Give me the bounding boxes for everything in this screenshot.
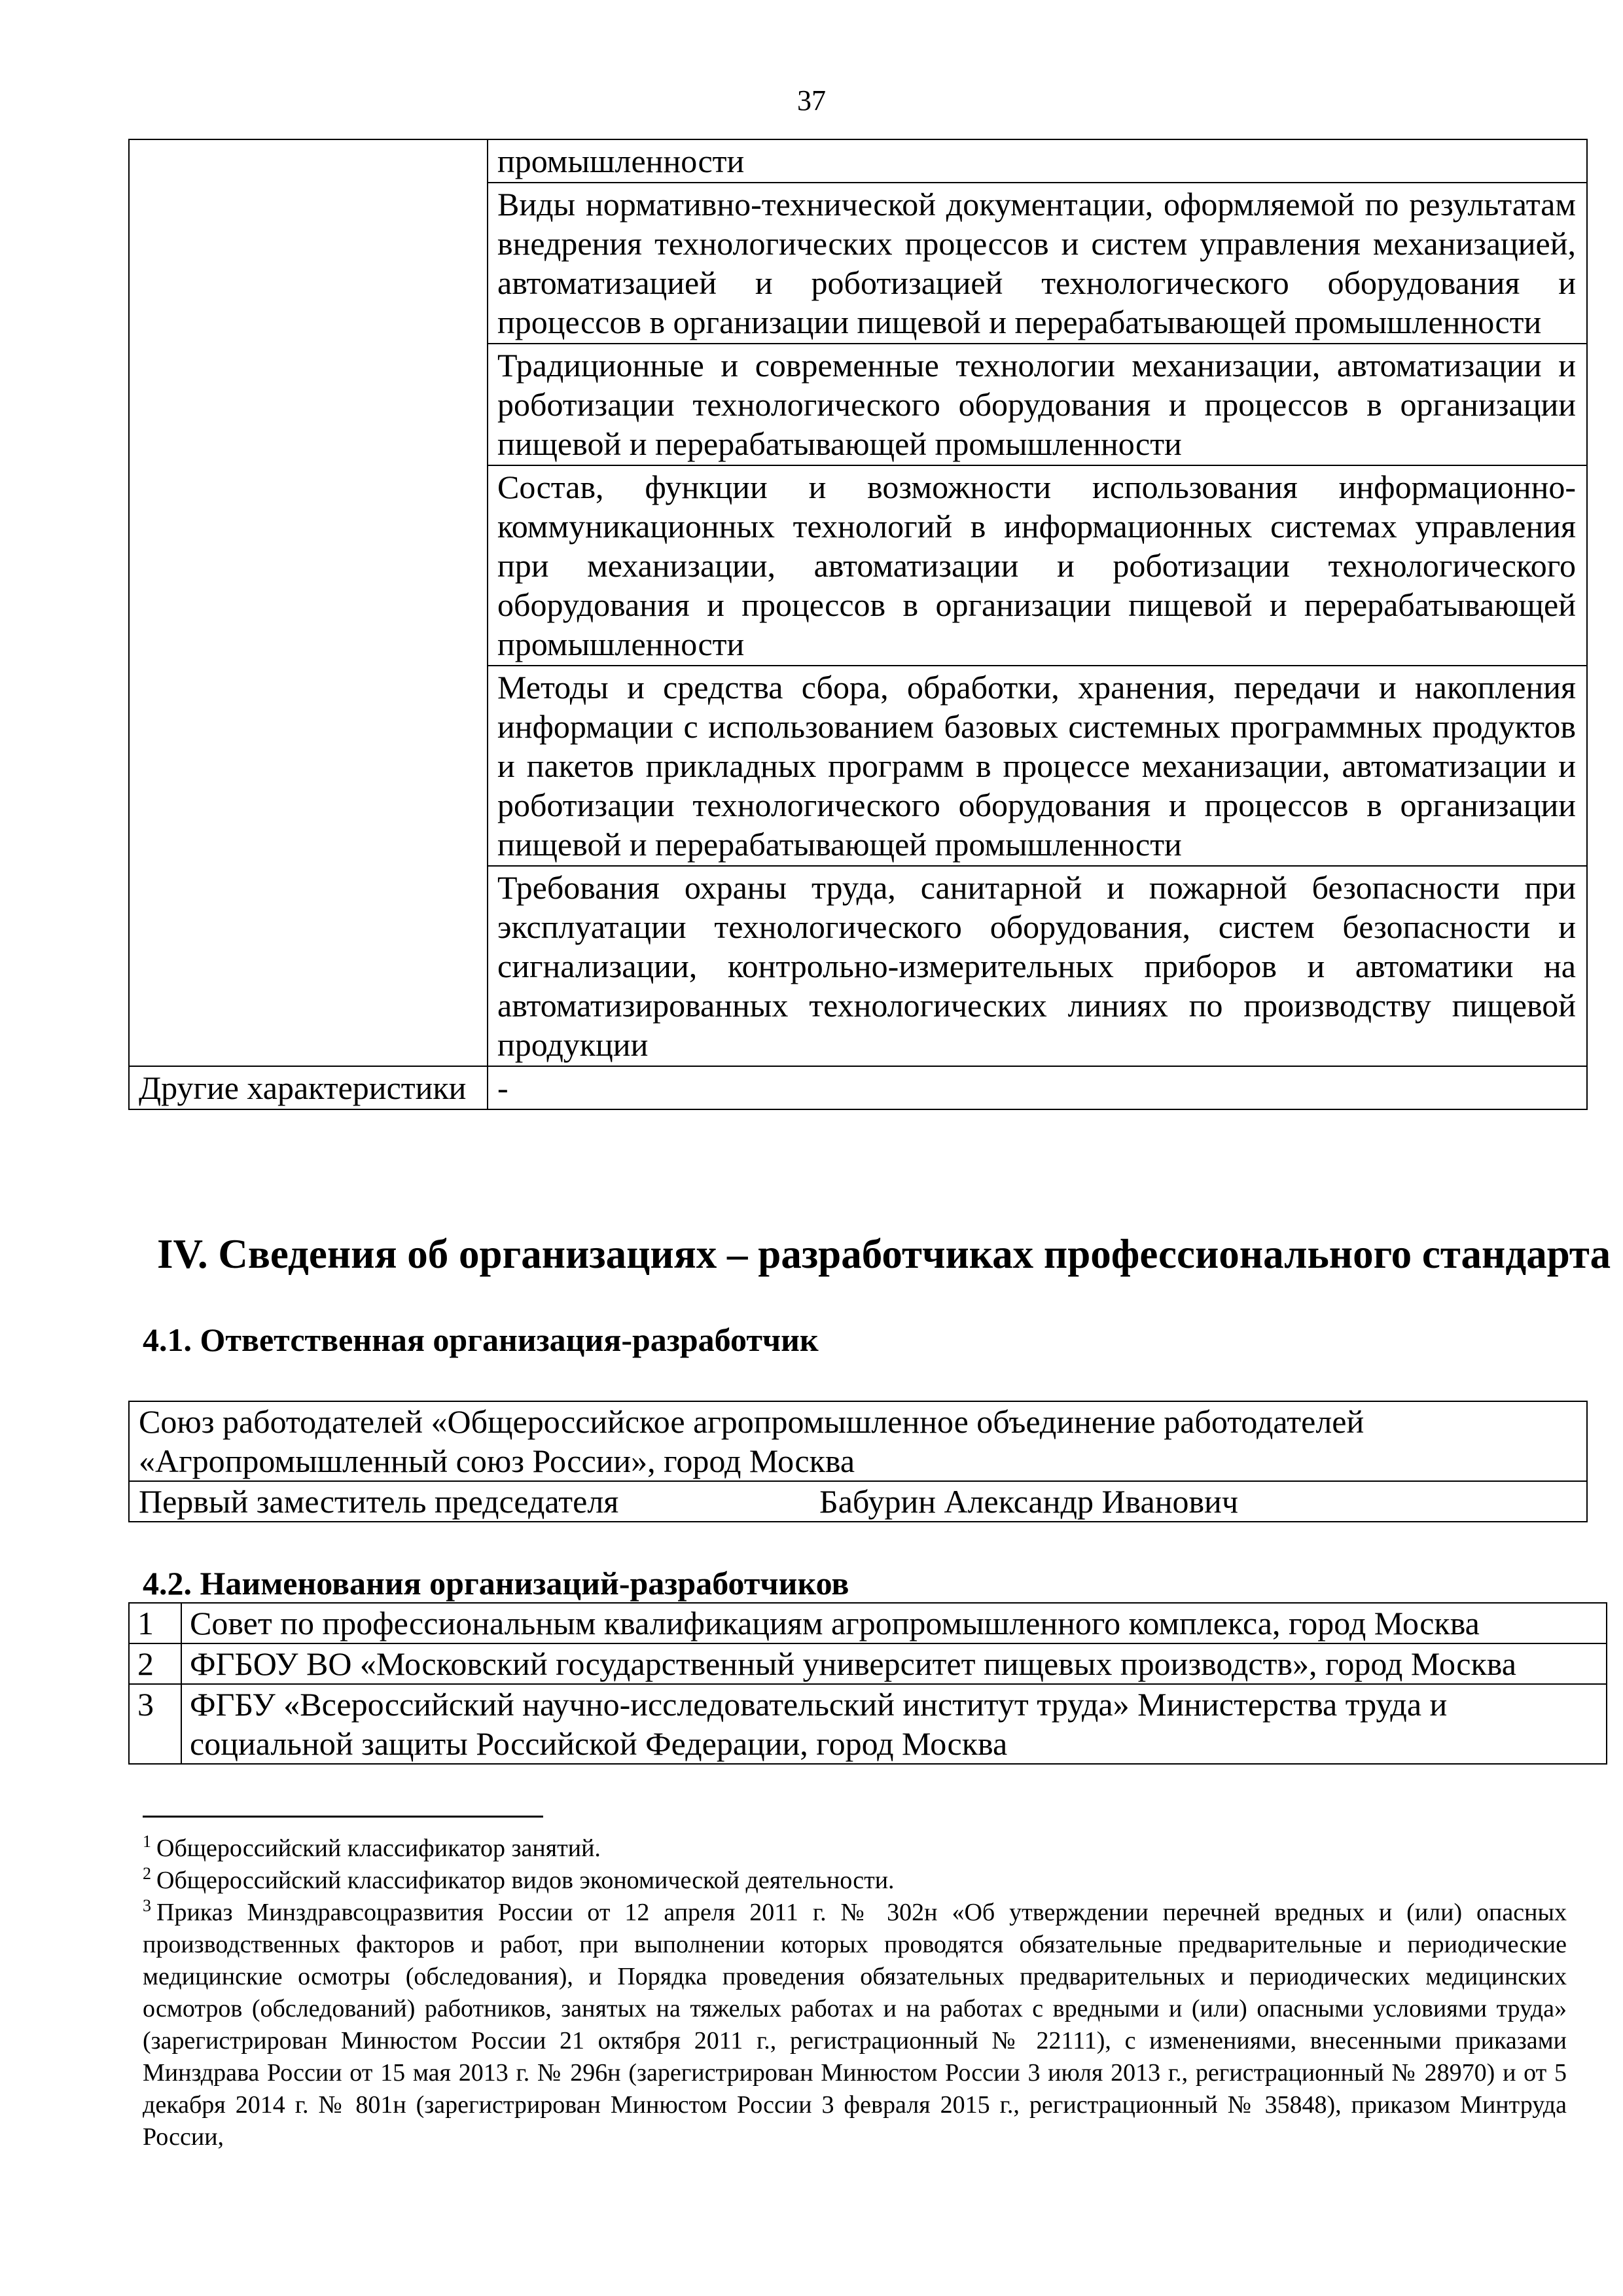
knowledge-item: промышленности [488,139,1587,183]
table-row [129,1603,1607,1643]
knowledge-item: Методы и средства сбора, обработки, хранения, передачи и накопления информации с использованием базовых системных программных продуктов и пакетов прикладных программ в процессе механизации, автоматизации и роботизации технологического оборудования и процессов в организации пищевой и перерабатывающей промышленности [488,666,1587,866]
footnote-separator [143,1816,543,1818]
footnote-text: Общероссийский классификатор занятий. [156,1835,601,1862]
person-name: Бабурин Александр Иванович [819,1483,1238,1520]
section-title: IV. Сведения об организациях – разработчиках профессионального стандарта [157,1231,1611,1277]
developer-number: 1 [129,1603,181,1643]
other-characteristics-row [129,1066,1587,1109]
footnotes [143,1833,1567,2153]
footnote [143,1865,1567,1897]
footnote-text: Общероссийский классификатор видов экономической деятельности. [156,1867,895,1894]
footnote [143,1897,1567,2153]
other-characteristics-value: - [488,1066,1587,1109]
footnote [143,1833,1567,1865]
knowledge-item: Виды нормативно-технической документации, оформляемой по результатам внедрения технологических процессов и систем управления механизацией, автоматизацией и роботизацией технологического оборудования и процессов в организации пищевой и перерабатывающей промышленности [488,183,1587,344]
other-characteristics-label: Другие характеристики [129,1066,488,1109]
developers-table [128,1602,1607,1765]
table-row [129,1684,1607,1764]
table-row [129,1481,1587,1522]
responsible-org-heading: 4.1. Ответственная организация-разработчик [143,1321,819,1358]
table-row [129,1401,1587,1481]
developer-number: 2 [129,1643,181,1684]
responsible-org-table [128,1401,1588,1522]
developers-heading: 4.2. Наименования организаций-разработчиков [143,1565,849,1602]
knowledge-item: Требования охраны труда, санитарной и пожарной безопасности при эксплуатации технологического оборудования, систем безопасности и сигнализации, контрольно-измерительных приборов и автоматики на автоматизированных технологических линиях по производству пищевой продукции [488,866,1587,1066]
responsible-org-name: Союз работодателей «Общероссийское агропромышленное объединение работодателей «Агропромышленный союз России», город Москва [129,1401,1587,1481]
developer-name: Совет по профессиональным квалификациям агропромышленного комплекса, город Москва [181,1603,1607,1643]
footnote-mark: 1 [143,1832,151,1851]
person-position: Первый заместитель председателя [139,1483,619,1520]
footnote-mark: 3 [143,1896,151,1915]
developer-name: ФГБУ «Всероссийский научно-исследовательский институт труда» Министерства труда и социальной защиты Российской Федерации, город Москва [181,1684,1607,1764]
necessary-knowledge-table [128,139,1588,1110]
responsible-person-cell [129,1481,1587,1522]
developer-name: ФГБОУ ВО «Московский государственный университет пищевых производств», город Москва [181,1643,1607,1684]
table-row [129,1643,1607,1684]
footnote-text: Приказ Минздравсоцразвития России от 12 апреля 2011 г. № 302н «Об утверждении перечней вредных и (или) опасных производственных факторов и работ, при выполнении которых проводятся обязательные предварительные и периодические медицинские осмотры (обследования), и Порядка проведения обязательных предварительных и периодических медицинских осмотров (обследований) работников, занятых на тяжелых работах и на работах с вредными и (или) опасными условиями труда» (зарегистрирован Минюстом России 21 октября 2011 г., регистрационный № 22111), с изменениями, внесенными приказами Минздрава России от 15 мая 2013 г. № 296н (зарегистрирован Минюстом России 3 июля 2013 г., регистрационный № 28970) и от 5 декабря 2014 г. № 801н (зарегистрирован Минюстом России 3 февраля 2015 г., регистрационный № 35848), приказом Минтруда России, [143,1899,1567,2151]
developer-number: 3 [129,1684,181,1764]
knowledge-item: Состав, функции и возможности использования информационно-коммуникационных технологий в информационных системах управления при механизации, автоматизации и роботизации технологического оборудования и процессов в организации пищевой и перерабатывающей промышленности [488,465,1587,666]
page-number: 37 [797,84,826,117]
knowledge-item: Традиционные и современные технологии механизации, автоматизации и роботизации технологического оборудования и процессов в организации пищевой и перерабатывающей промышленности [488,344,1587,465]
empty-label-cell [129,139,488,1066]
table-row [129,139,1587,183]
footnote-mark: 2 [143,1864,151,1883]
